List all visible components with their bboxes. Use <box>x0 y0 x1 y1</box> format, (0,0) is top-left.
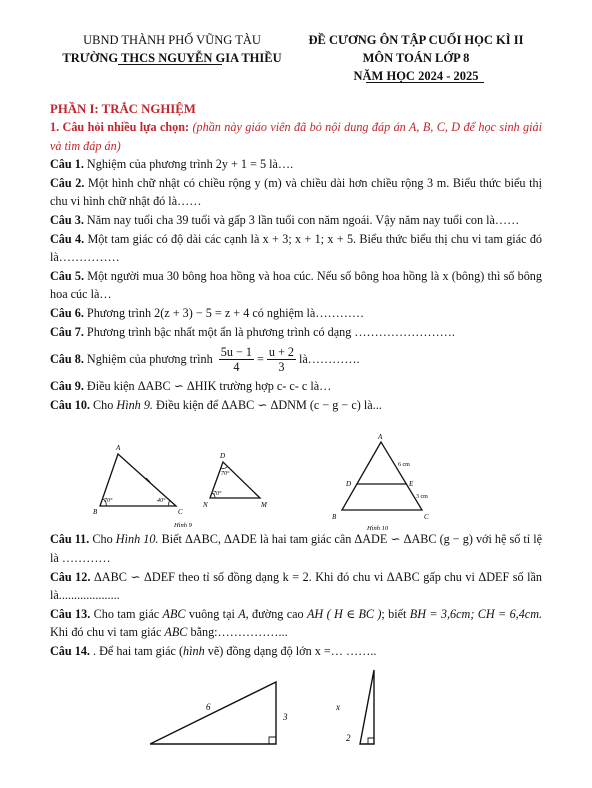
section-sub-note: (phần này giáo viên đã bỏ nội dung đáp án A, B, C, D để học sinh giải và tìm đáp án) <box>50 120 543 153</box>
label-m: M <box>261 501 267 509</box>
tri2-hyp: x <box>336 702 340 712</box>
header-underline-left <box>118 64 222 65</box>
length-ae: 6 cm <box>398 462 410 468</box>
label-b: B <box>93 508 98 516</box>
question-12: Câu 12. ΔABC ∽ ΔDEF theo tỉ số đồng dạng k = 2. Khi đó chu vi ΔABC gấp chu vi ΔDEF số lần là.................... <box>50 569 542 603</box>
label-d: D <box>346 480 352 488</box>
content-body <box>50 100 542 660</box>
section-sub-label: 1. Câu hỏi nhiều lựa chọn: <box>50 120 190 134</box>
header-doc-title: ĐỀ CƯƠNG ÔN TẬP CUỐI HỌC KÌ II <box>308 33 524 47</box>
triangle-abc-outer <box>342 442 422 510</box>
tri2-leg: 2 <box>346 733 351 743</box>
question-10: Câu 10. Cho Hình 9. Điều kiện để ΔABC ∽ ΔDNM (c − g − c) là... <box>50 397 382 412</box>
question-8: Câu 8. Nghiệm của phương trình $\frac{5u - 1}{4}$ = $\frac{u + 2}{3}$ là…………. <box>50 344 360 374</box>
label-n: N <box>203 501 208 509</box>
header-underline-right <box>366 82 484 83</box>
label-d: D <box>220 452 226 460</box>
fraction-1: $\frac{5u - 1}{4}$ <box>220 344 252 374</box>
tri1-hyp: 6 <box>206 702 211 712</box>
angle-d-arc <box>221 467 227 468</box>
triangle-abc-ade <box>342 442 422 510</box>
figure-9-caption: Hình 9 <box>174 522 192 529</box>
angle-b: 70° <box>104 498 113 504</box>
question-6: Câu 6. Phương trình 2(z + 3) − 5 = z + 4 có nghiệm là………… <box>50 305 365 320</box>
angle-d: 70° <box>221 471 230 477</box>
question-11: Câu 11. Cho Hình 10. Biết ΔABC, ΔADE là hai tam giác cân ΔADE ∽ ΔABC (g − g) với hệ số tỉ lệ là ………… <box>50 532 543 565</box>
right-angle-2 <box>368 738 374 744</box>
header-school: TRƯỜNG THCS NGUYỄN GIA THIỀU <box>62 51 282 65</box>
question-5: Câu 5. Một người mua 30 bông hoa hồng và hoa cúc. Nếu số bông hoa hồng là x (bông) thì số bông hoa cúc là… <box>50 268 542 302</box>
angle-c-arc <box>169 500 170 506</box>
length-ec: 3 cm <box>416 494 428 500</box>
question-7: Câu 7. Phương trình bậc nhất một ẩn là phương trình có dạng ……………………. <box>50 324 455 339</box>
fraction-2: $\frac{u + 2}{3}$ <box>268 344 295 374</box>
label-e: E <box>409 480 414 488</box>
question-3: Câu 3. Năm nay tuổi cha 39 tuổi và gấp 3 lần tuổi con năm ngoái. Vậy năm nay tuổi con là…… <box>50 212 520 227</box>
figure-10-caption: Hình 10 <box>367 525 389 532</box>
tri1-leg: 3 <box>283 712 288 722</box>
question-14: Câu 14. . Để hai tam giác (hình vẽ) đồng dạng độ lớn x =… …….. <box>50 643 377 658</box>
question-1: Câu 1. Nghiệm của phương trình 2y + 1 = 5 là…. <box>50 157 294 172</box>
header-right <box>298 31 534 85</box>
triangle-1-shape <box>150 682 276 744</box>
header-subject: MÔN TOÁN LỚP 8 <box>362 51 470 65</box>
question-2: Câu 2. Một hình chữ nhật có chiều rộng y (m) và chiều dài hơn chiều rộng 3 m. Biểu thức biểu thị chu vi hình chữ nhật đó là…… <box>50 175 542 209</box>
label-c: C <box>424 513 429 521</box>
label-b: B <box>332 513 337 521</box>
triangle-2-shape <box>360 670 374 744</box>
triangle-1 <box>150 682 276 744</box>
question-4: Câu 4. Một tam giác có độ dài các cạnh là x + 3; x + 1; x + 5. Biểu thức biểu thị chu vi tam giác đó là…………… <box>50 231 543 265</box>
question-13: Câu 13. Cho tam giác ABC vuông tại A, đường cao AH ( H ∈ BC ); biết BH = 3,6cm; CH = 6,4cm. Khi đó chu vi tam giác ABC bằng:……………... <box>50 606 543 640</box>
label-a: A <box>378 433 383 441</box>
figure-10 <box>325 430 440 535</box>
label-c: C <box>178 508 183 516</box>
angle-n: 70° <box>213 491 222 497</box>
angle-c: 40° <box>157 498 166 504</box>
right-angle-1 <box>269 737 276 744</box>
figure-14 <box>150 668 390 748</box>
header-school-year: NĂM HỌC 2024 - 2025 <box>353 69 479 83</box>
section-title: PHẦN I: TRẮC NGHIỆM <box>50 102 196 116</box>
header-left <box>52 31 292 67</box>
label-a: A <box>116 444 121 452</box>
header-district: UBND THÀNH PHỐ VŨNG TÀU <box>83 33 261 47</box>
triangle-2 <box>360 670 374 744</box>
section-sub <box>50 118 542 155</box>
figure-9 <box>90 440 290 535</box>
question-9: Câu 9. Điều kiện ΔABC ∽ ΔHIK trường hợp c- c- c là… <box>50 379 332 394</box>
